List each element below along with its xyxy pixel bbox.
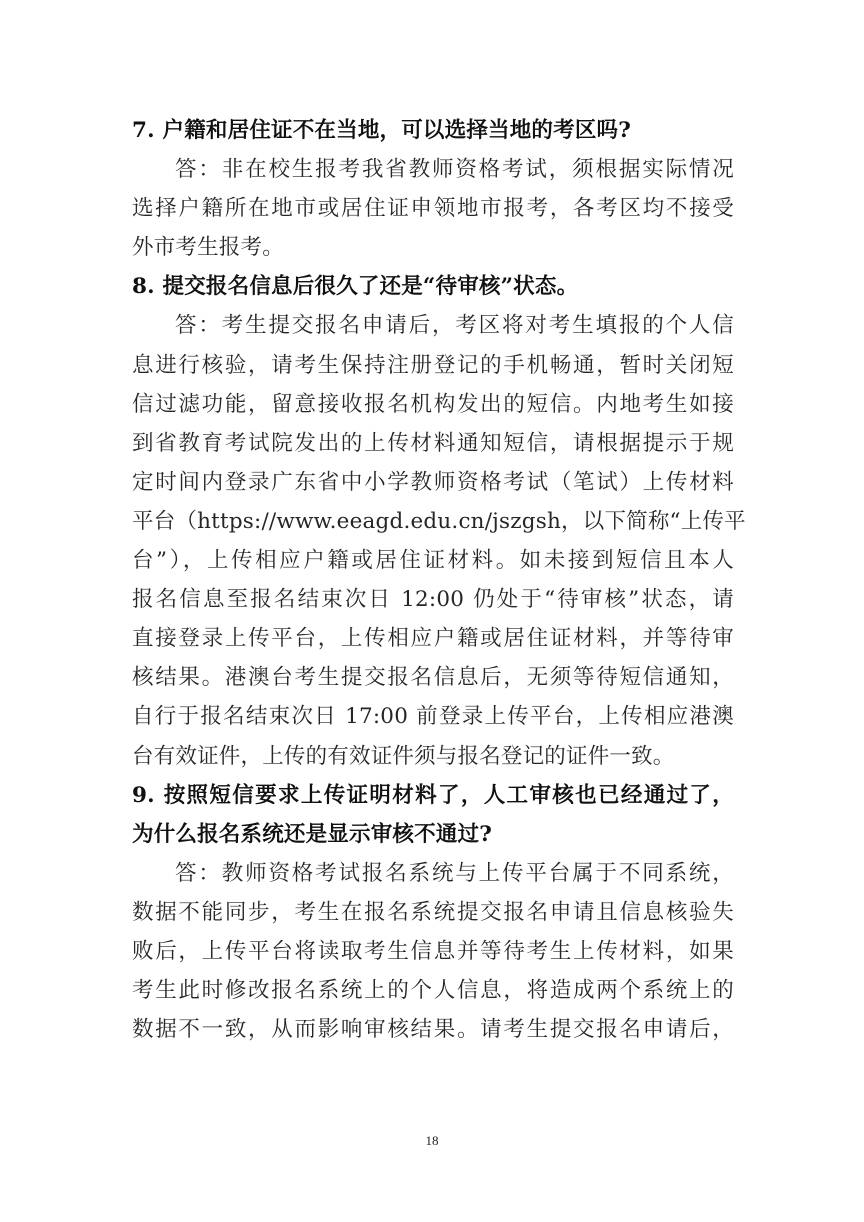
answer-7-line: 外市考生报考。 (132, 235, 284, 261)
answer-8-line: 核结果。港澳台考生提交报名信息后，无须等待短信通知， (132, 665, 734, 691)
answer-7-line: 答：非在校生报考我省教师资格考试，须根据实际情况 (175, 157, 734, 183)
answer-9-line: 答：教师资格考试报名系统与上传平台属于不同系统， (175, 860, 734, 886)
faq-content (132, 111, 746, 1049)
answer-8-line: 报名信息至报名结束次日 12:00 仍处于“待审核”状态，请 (132, 587, 734, 613)
question-9-heading: 9. 按照短信要求上传证明材料了，人工审核也已经通过了， (132, 782, 734, 808)
answer-8-line: 答：考生提交报名申请后，考区将对考生填报的个人信 (175, 313, 734, 339)
answer-8-line: 直接登录上传平台，上传相应户籍或居住证材料，并等待审 (132, 626, 734, 652)
answer-7-line: 选择户籍所在地市或居住证申领地市报考，各考区均不接受 (132, 196, 734, 222)
answer-8-line: 信过滤功能，留意接收报名机构发出的短信。内地考生如接 (132, 391, 734, 417)
answer-8-line: 台”），上传相应户籍或居住证材料。如未接到短信且本人 (132, 548, 734, 574)
question-8-heading: 8. 提交报名信息后很久了还是“待审核”状态。 (132, 274, 579, 300)
answer-9-line: 数据不一致，从而影响审核结果。请考生提交报名申请后， (132, 1017, 734, 1043)
question-7-heading: 7. 户籍和居住证不在当地，可以选择当地的考区吗? (132, 118, 632, 143)
answer-8-line: 定时间内登录广东省中小学教师资格考试（笔试）上传材料 (132, 469, 734, 495)
answer-8-url-line: 平台（https://www.eeagd.edu.cn/jszgsh，以下简称“上传平 (132, 508, 746, 534)
question-9-heading: 为什么报名系统还是显示审核不通过? (132, 821, 492, 847)
answer-9-line: 考生此时修改报名系统上的个人信息，将造成两个系统上的 (132, 978, 734, 1004)
page-number: 18 (425, 1133, 439, 1148)
answer-9-line: 败后，上传平台将读取考生信息并等待考生上传材料，如果 (132, 938, 734, 964)
answer-8-line: 到省教育考试院发出的上传材料通知短信，请根据提示于规 (132, 430, 734, 456)
answer-8-line: 自行于报名结束次日 17:00 前登录上传平台，上传相应港澳 (132, 704, 734, 730)
answer-8-line: 台有效证件，上传的有效证件须与报名登记的证件一致。 (132, 743, 675, 769)
answer-9-line: 数据不能同步，考生在报名系统提交报名申请且信息核验失 (132, 899, 734, 925)
answer-8-line: 息进行核验，请考生保持注册登记的手机畅通，暂时关闭短 (132, 352, 734, 378)
